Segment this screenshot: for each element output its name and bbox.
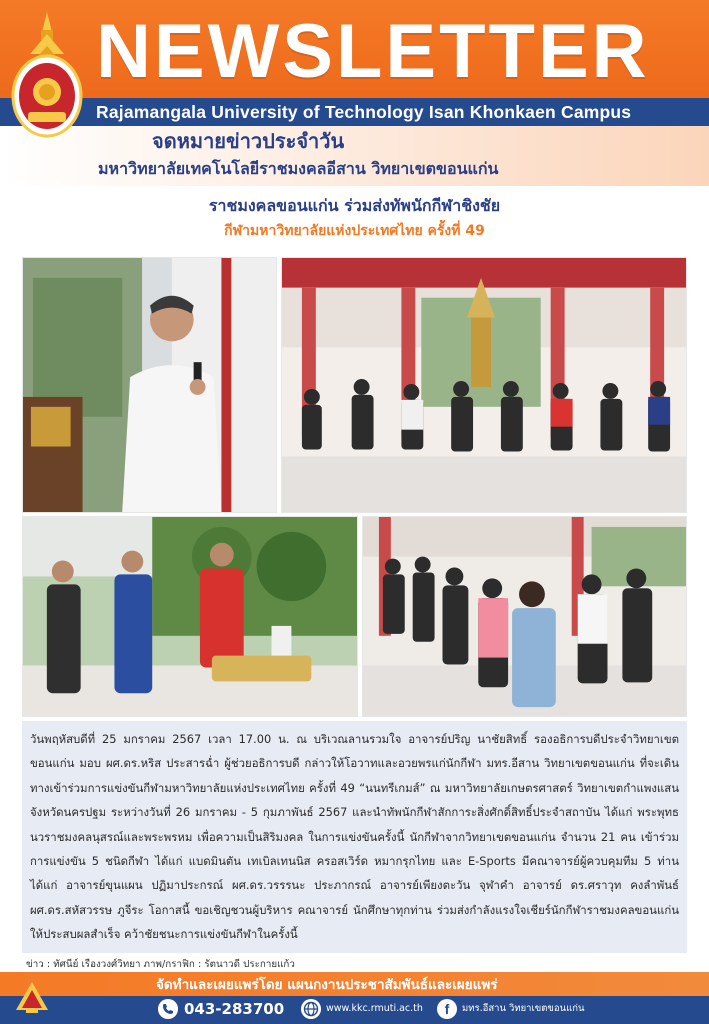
article-body-text: วันพฤหัสบดีที่ 25 มกราคม 2567 เวลา 17.00 น. ณ บริเวณลานรวมใจ อาจารย์ปริญ นาชัยสิทธิ์ รองอธิการบดีประจำวิทยาเขตขอนแก่น มอบ ผศ.ดร.หริส ประสารฉ่ำ ผู้ช่วยอธิการบดี กล่าวให้โอวาทและอวยพรแก่นักกีฬา มทร.อีสาน วิทยาเขตขอนแก่น ที่จะเดินทางเข้าร่วมการแข่งขันกีฬามหาวิทยาลัยแห่งประเทศไทย ครั้งที่ 49 “นนทรีเกมส์” ณ มหาวิทยาลัยเกษตรศาสตร์ วิทยาเขตกำแพงแสน จังหวัดนครปฐม ระหว่างวันที่ 26 มกราคม - 5 กุมภาพันธ์ 2567 และนำทัพนักกีฬาสักการะสิ่งศักดิ์สิทธิ์ประจำสถาบัน ได้แก่ พระพุทธนวราชมงคลนุสรณ์และพระพรหม เพื่อความเป็นสิริมงคล ในการแข่งขันครั้งนี้ นักกีฬาจากวิทยาเขตขอนแก่น จำนวน 21 คน เข้าร่วมการแข่งขัน 5 ชนิดกีฬา ได้แก่ แบดมินตัน เทเบิลเทนนิส ครอสเวิร์ด หมากรุกไทย และ E-Sports มีคณาจารย์ผู้ควบคุมทีม 5 ท่าน ได้แก่ อาจารย์ขุนแผน ปฏิมาประกรณ์ ผศ.ดร.วรรรนะ ประภากรณ์ อาจารย์เพียงตะวัน จุฬาคำ อาจารย์ ดร.ศราวุท คงลำพันธ์ ผศ.ดร.สหัสวรรษ ภูจีระ โอกาสนี้ ขอเชิญชวนผู้บริหาร คณาจารย์ นักศึกษาทุกท่าน ร่วมส่งกำลังแรงใจเชียร์นักกีฬาราชมงคลขอนแก่น ให้ประสบผลสำเร็จ คว้าชัยชนะการแข่งขันกีฬาในครั้งนี้ [30, 732, 679, 942]
footer-facebook-link[interactable]: มทร.อีสาน วิทยาเขตขอนแก่น [462, 1003, 585, 1014]
phone-icon [158, 999, 178, 1019]
footer-website-link[interactable]: www.kkc.rmuti.ac.th [326, 1003, 423, 1014]
facebook-icon: f [437, 999, 457, 1019]
globe-icon [301, 999, 321, 1019]
photo-offering-ceremony [22, 516, 358, 717]
footer-logo-icon [14, 980, 50, 1016]
photo-speaker [22, 257, 277, 513]
newsletter-title: NEWSLETTER [96, 9, 650, 94]
newsletter-header [0, 0, 709, 186]
photo-group-shrine [281, 257, 687, 513]
footer-produced-by: จัดทำและเผยแพร่โดย แผนกงานประชาสัมพันธ์และเผยแพร่ [156, 977, 498, 993]
article-credits: ข่าว : ทัศนีย์ เรืองวงศ์วิทยา ภาพ/กราฟิก : รัตนาวดี ประกายแก้ว [26, 959, 295, 970]
footer-phone-number[interactable]: 043-283700 [184, 1000, 285, 1018]
photo-seated-students [362, 516, 687, 717]
university-name-thai: มหาวิทยาลัยเทคโนโลยีราชมงคลอีสาน วิทยาเขตขอนแก่น [98, 159, 499, 178]
daily-newsletter-thai: จดหมายข่าวประจำวัน [152, 129, 345, 153]
article-body-box [22, 721, 687, 953]
university-logo-icon [8, 10, 86, 138]
article-headline: ราชมงคลขอนแก่น ร่วมส่งทัพนักกีฬาชิงชัย [208, 196, 501, 215]
campus-name-english: Rajamangala University of Technology Isan Khonkaen Campus [96, 102, 632, 122]
article-subheadline: กีฬามหาวิทยาลัยแห่งประเทศไทย ครั้งที่ 49 [224, 223, 485, 239]
